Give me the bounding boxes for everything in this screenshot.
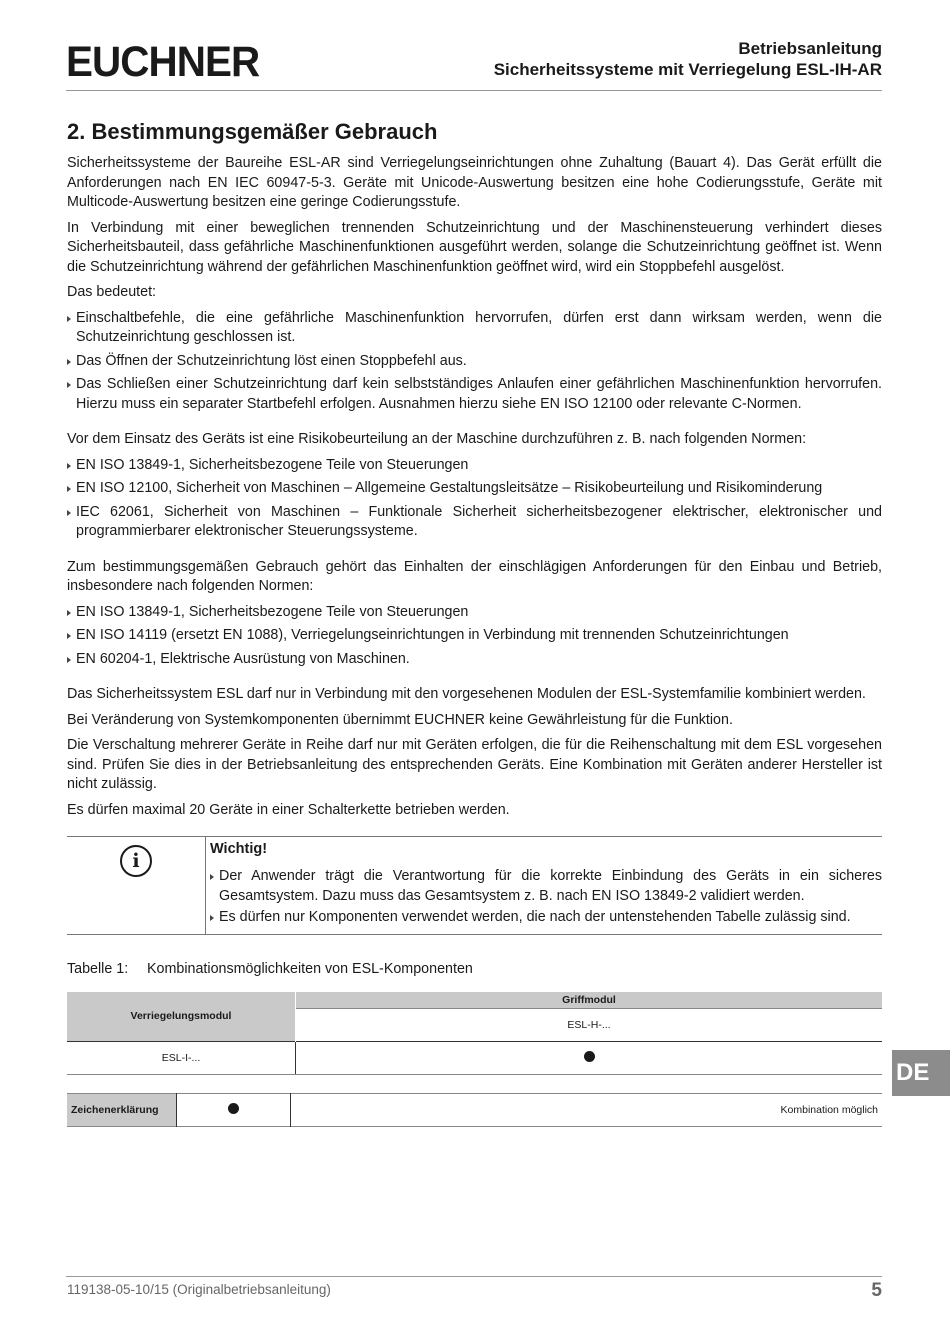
paragraph: Sicherheitssysteme der Baureihe ESL-AR sind Verriegelungseinrichtungen ohne Zuhaltung (Bauart 4). Das Gerät erfüllt die Anforderungen nach EN IEC 60947-5-3. Geräte mit Unicode-Auswertung besitzen eine hohe Codierungsstufe, Geräte mit Multicode-Auswertung besitzen eine geringe Codierungsstufe.: [67, 155, 882, 210]
legend-label: Zeichenerklärung: [67, 1094, 177, 1127]
combination-dot-icon: [228, 1103, 239, 1114]
table-row-label: ESL-I-...: [67, 1042, 296, 1075]
list-item: EN ISO 12100, Sicherheit von Maschinen – Allgemeine Gestaltungsleitsätze – Risikobeurteilung und Risikominderung: [67, 479, 882, 499]
list-item: EN 60204-1, Elektrische Ausrüstung von Maschinen.: [67, 650, 882, 670]
euchner-logo: EUCHNER: [66, 38, 260, 86]
note-list: [210, 867, 882, 928]
note-body: [206, 837, 882, 934]
bullet-list: [67, 603, 882, 670]
page-number: 5: [871, 1280, 882, 1301]
combination-dot-icon: [584, 1051, 595, 1062]
paragraph: Das Sicherheitssystem ESL darf nur in Verbindung mit den vorgesehenen Modulen der ESL-Systemfamilie kombiniert werden.: [67, 686, 866, 702]
list-item: Das Öffnen der Schutzeinrichtung löst einen Stoppbefehl aus.: [67, 352, 882, 372]
important-note: [67, 836, 882, 935]
table-caption-number: Tabelle 1:: [67, 960, 129, 977]
document-header: [494, 38, 882, 80]
table-sub-header: ESL-H-...: [296, 1009, 883, 1042]
table-caption-text: Kombinationsmöglichkeiten von ESL-Komponenten: [147, 960, 473, 977]
header-title-line1: Betriebsanleitung: [738, 39, 882, 58]
language-tab: DE: [892, 1050, 950, 1096]
list-item: EN ISO 13849-1, Sicherheitsbezogene Teile von Steuerungen: [67, 456, 882, 476]
paragraph: Bei Veränderung von Systemkomponenten übernimmt EUCHNER keine Gewährleistung für die Funktion.: [67, 711, 733, 728]
note-item: Es dürfen nur Komponenten verwendet werden, die nach der untenstehenden Tabelle zulässig sind.: [210, 908, 882, 928]
legend-table: [67, 1093, 882, 1127]
table-group-header: Griffmodul: [296, 992, 883, 1009]
legend-text: Kombination möglich: [780, 1104, 878, 1116]
list-item: Das Schließen einer Schutzeinrichtung darf kein selbstständiges Anlaufen einer gefährlichen Maschinenfunktion hervorrufen. Hierzu muss ein separater Startbefehl erfolgen. Ausnahmen hierzu siehe EN ISO 12100 oder relevante C-Normen.: [67, 375, 882, 414]
table-cell: [296, 1042, 883, 1075]
paragraph: In Verbindung mit einer beweglichen trennenden Schutzeinrichtung und der Maschinensteuerung verhindert dieses Sicherheitsbauteil, dass gefährliche Maschinenfunktionen ausgeführt werden, solange die Schutzeinrichtung geöffnet ist. Wenn die Schutzeinrichtung während der gefährlichen Maschinenfunktion geöffnet wird, wird ein Stoppbefehl ausgelöst.: [67, 219, 882, 275]
table-caption: [67, 961, 882, 977]
paragraph: Zum bestimmungsgemäßen Gebrauch gehört das Einhalten der einschlägigen Anforderungen für den Einbau und Betrieb, insbesondere nach folgenden Normen:: [67, 558, 882, 594]
note-item: Der Anwender trägt die Verantwortung für die korrekte Einbindung des Geräts in ein sicheres Gesamtsystem. Dazu muss das Gesamtsystem z. B. nach EN ISO 13849-2 validiert werden.: [210, 867, 882, 906]
list-item: EN ISO 13849-1, Sicherheitsbezogene Teile von Steuerungen: [67, 603, 882, 623]
table-header-left: Verriegelungsmodul: [67, 992, 296, 1042]
header-divider: [66, 90, 882, 91]
section-heading: 2. Bestimmungsgemäßer Gebrauch: [67, 119, 438, 144]
note-title: Wichtig!: [210, 841, 268, 857]
legend-symbol-cell: [177, 1094, 291, 1127]
paragraph: Das bedeutet:: [67, 284, 157, 300]
paragraph: Die Verschaltung mehrerer Geräte in Reihe darf nur mit Geräten erfolgen, die für die Reihenschaltung mit dem ESL vorgesehen sind. Prüfen Sie dies in der Betriebsanleitung des entsprechenden Geräts. Eine Kombination mit Geräten anderer Hersteller ist nicht zulässig.: [67, 737, 882, 792]
combination-table: [67, 992, 882, 1076]
header-title-line2: Sicherheitssysteme mit Verriegelung ESL-IH-AR: [493, 60, 882, 79]
bullet-list: [67, 309, 882, 415]
footer-divider: [66, 1276, 882, 1277]
paragraph: Vor dem Einsatz des Geräts ist eine Risikobeurteilung an der Maschine durchzuführen z. B. nach folgenden Normen:: [67, 431, 807, 447]
list-item: IEC 62061, Sicherheit von Maschinen – Funktionale Sicherheit sicherheitsbezogener elektrischer, elektronischer und programmierbarer elektronischer Steuerungssysteme.: [67, 503, 882, 542]
paragraph: Es dürfen maximal 20 Geräte in einer Schalterkette betrieben werden.: [67, 801, 510, 818]
list-item: Einschaltbefehle, die eine gefährliche Maschinenfunktion hervorrufen, dürfen erst dann wirksam werden, wenn die Schutzeinrichtung geschlossen ist.: [67, 309, 882, 348]
bullet-list: [67, 456, 882, 542]
footer-doc-id: 119138-05-10/15 (Originalbetriebsanleitung): [67, 1282, 331, 1297]
note-icon-cell: [67, 837, 206, 934]
list-item: EN ISO 14119 (ersetzt EN 1088), Verriegelungseinrichtungen in Verbindung mit trennenden Schutzeinrichtungen: [67, 626, 882, 646]
main-content: [67, 118, 882, 1127]
info-icon: i: [120, 845, 152, 877]
